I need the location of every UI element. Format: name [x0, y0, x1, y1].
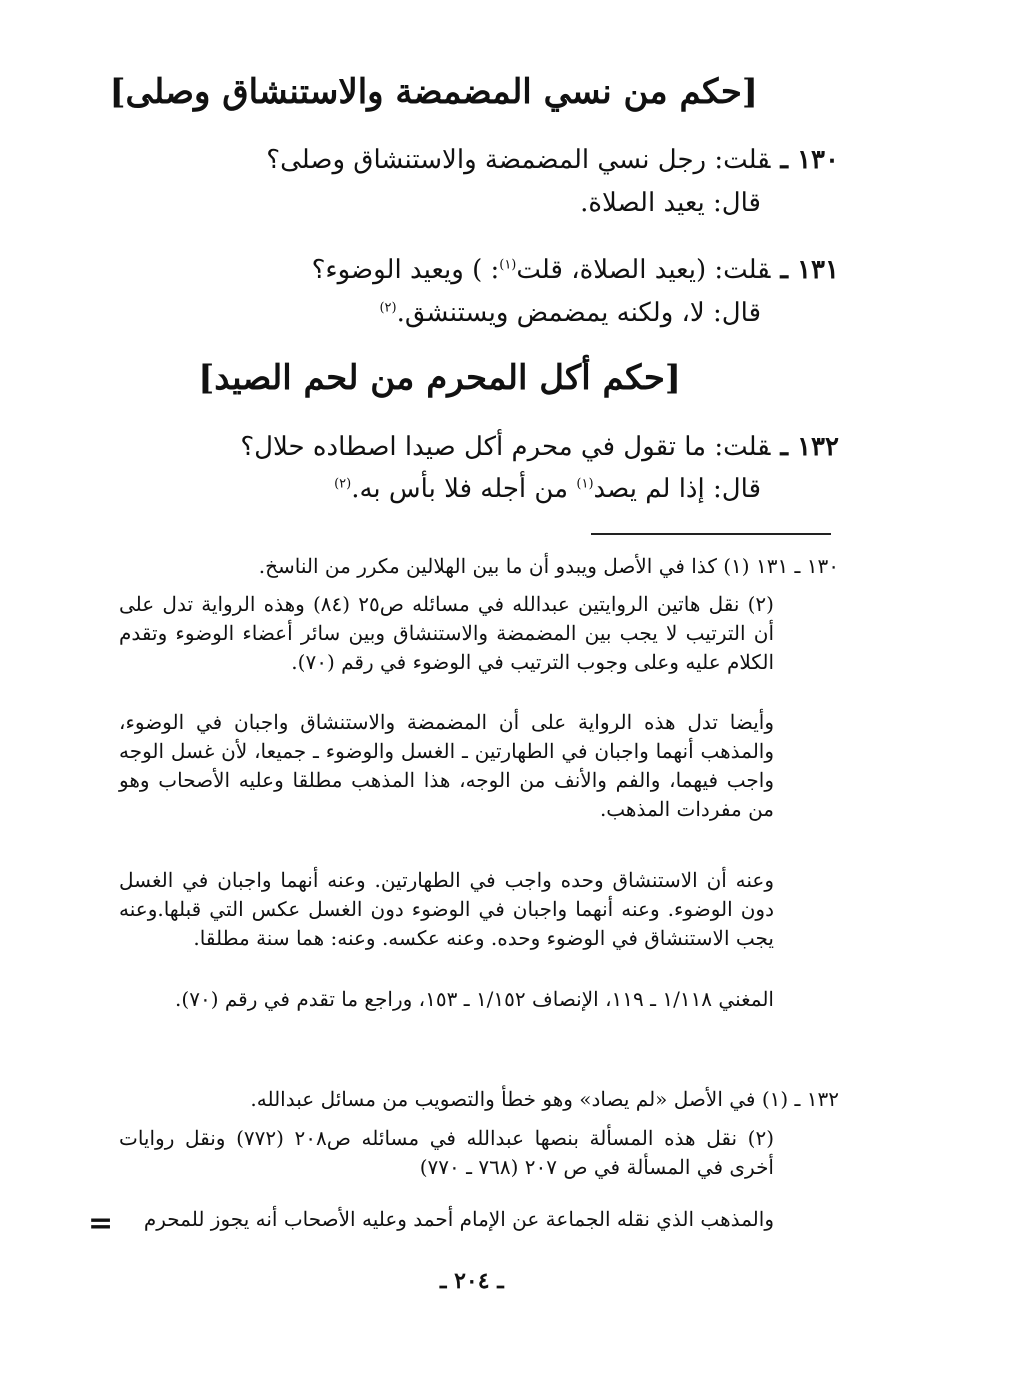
footnote-ref: (١) — [576, 476, 594, 492]
question-130 — [266, 145, 839, 175]
page-number: ـ ٢٠٤ ـ — [440, 1268, 504, 1294]
section-heading-2: [حكم أكل المحرم من لحم الصيد] — [198, 358, 681, 398]
footnote-132-3: والمذهب الذي نقله الجماعة عن الإمام أحمد وعليه الأصحاب أنه يجوز للمحرم — [143, 1207, 774, 1231]
footnote-130-131-4: وعنه أن الاستنشاق وحده واجب في الطهارتين. وعنه أنهما واجبان في الغسل دون الوضوء. وعنه أنهما واجبان في الوضوء دون الغسل عكس التي قبلها.وعنه يجب الاستنشاق في الوضوء وحده. وعنه عكسه. وعنه: هما سنة مطلقا. — [119, 868, 774, 950]
footnote-130-131-1: ١٣٠ ـ ١٣١ (١) كذا في الأصل ويبدو أن ما بين الهلالين مكرر من الناسخ. — [258, 554, 839, 578]
footnote-ref: (٢) — [334, 476, 352, 492]
question-number: ١٣٢ ـ — [780, 432, 839, 462]
question-131 — [312, 255, 839, 285]
footnote-ref: (١) — [499, 257, 517, 273]
question-number: ١٣٠ ـ — [780, 145, 839, 175]
question-text-post: : ) ويعيد الوضوء؟ — [311, 255, 500, 285]
footnote-ref: (٢) — [379, 300, 397, 316]
answer-132 — [334, 474, 761, 504]
continuation-mark: = — [88, 1206, 114, 1241]
question-text-pre: قلت: (يعيد الصلاة، قلت — [516, 255, 771, 285]
section-heading-1: [حكم من نسي المضمضة والاستنشاق وصلى] — [109, 72, 758, 112]
footnote-130-131-3: وأيضا تدل هذه الرواية على أن المضمضة والاستنشاق واجبان في الوضوء، والمذهب أنهما واجبان في الطهارتين ـ الغسل والوضوء ـ جميعا، لأن غسل الوجه واجب فيهما، والفم والأنف من الوجه، هذا المذهب مطلقا وعليه الأصحاب وهو من مفردات المذهب. — [119, 710, 774, 821]
question-132 — [240, 432, 839, 462]
answer-text: قال: لا، ولكنه يمضمض ويستنشق. — [396, 298, 761, 328]
footnote-separator — [591, 533, 831, 535]
footnote-130-131-5: المغني ١/١١٨ ـ ١١٩، الإنصاف ١/١٥٢ ـ ١٥٣، وراجع ما تقدم في رقم (٧٠). — [175, 987, 774, 1011]
answer-text-pre: قال: إذا لم يصد — [593, 474, 761, 504]
question-text: قلت: رجل نسي المضمضة والاستنشاق وصلى؟ — [266, 145, 771, 175]
question-text: قلت: ما تقول في محرم أكل صيدا اصطاده حلال؟ — [240, 432, 771, 462]
footnote-130-131-2: (٢) نقل هاتين الروايتين عبدالله في مسائله ص٢٥ (٨٤) وهذه الرواية تدل على أن الترتيب لا يجب بين المضمضة والاستنشاق وبين سائر أعضاء الوضوء وتقدم الكلام عليه وعلى وجوب الترتيب في الوضوء في رقم (٧٠). — [119, 592, 774, 674]
answer-131 — [379, 298, 761, 328]
question-number: ١٣١ ـ — [780, 255, 839, 285]
answer-130: قال: يعيد الصلاة. — [580, 188, 761, 218]
footnote-132-1: ١٣٢ ـ (١) في الأصل «لم يصاد» وهو خطأ والتصويب من مسائل عبدالله. — [250, 1087, 839, 1111]
answer-text-post: من أجله فلا بأس به. — [351, 474, 577, 504]
footnote-132-2: (٢) نقل هذه المسألة بنصها عبدالله في مسائله ص٢٠٨ (٧٧٢) ونقل روايات أخرى في المسألة في ص ٢٠٧ (٧٦٨ ـ ٧٧٠) — [119, 1126, 774, 1179]
